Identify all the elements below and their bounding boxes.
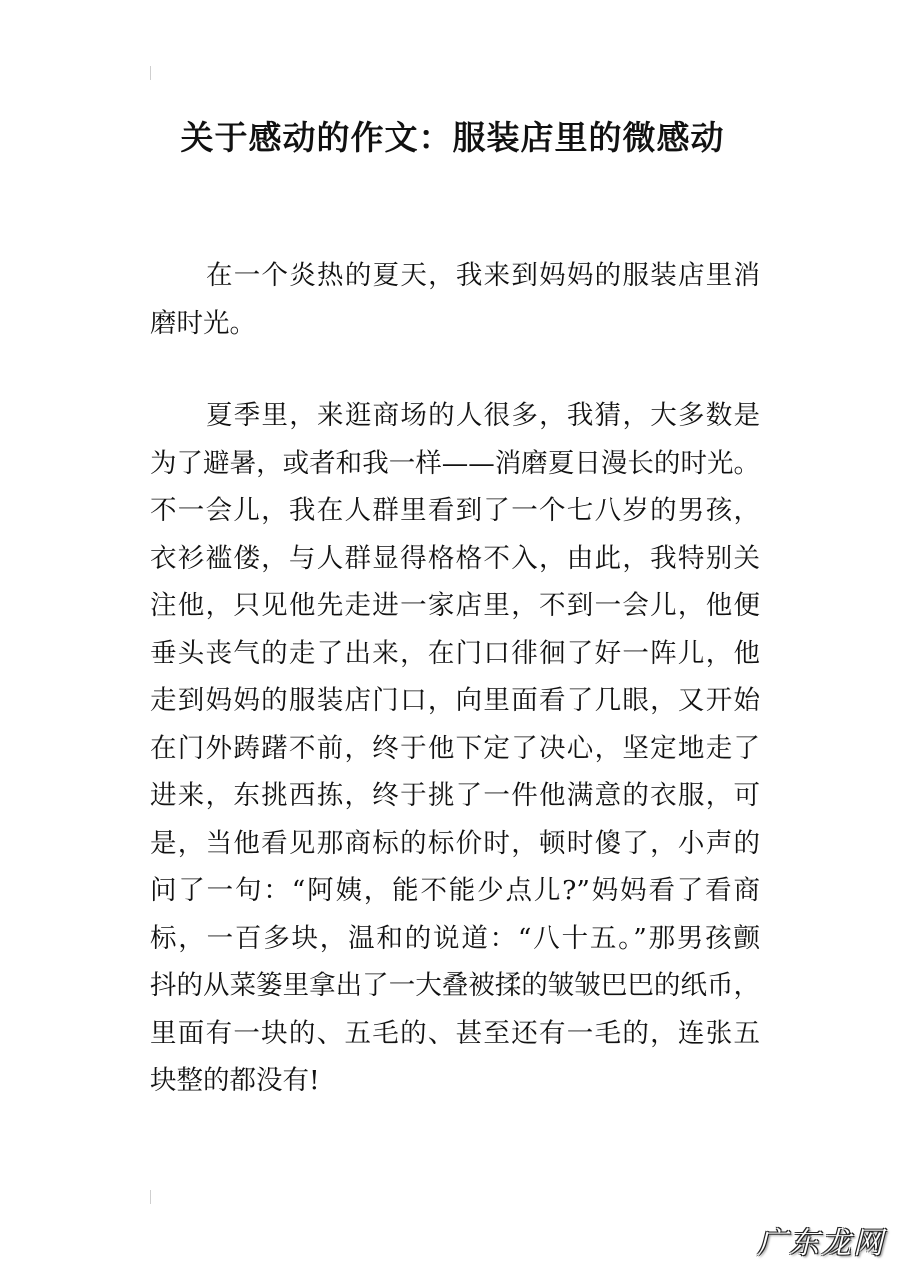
paragraph-line: 夏季里，来逛商场的人很多，我猜，大多数是 bbox=[206, 400, 760, 431]
paragraph-2 bbox=[150, 392, 760, 1105]
paragraph-line: 磨时光。 bbox=[150, 307, 256, 339]
paragraph-line: 不一会儿，我在人群里看到了一个七八岁的男孩， bbox=[150, 495, 760, 526]
document-title: 关于感动的作文：服装店里的微感动 bbox=[180, 118, 725, 157]
paragraph-line: 抖的从菜篓里拿出了一大叠被揉的皱皱巴巴的纸币， bbox=[150, 970, 760, 1001]
page-edge-mark-bottom bbox=[150, 1190, 151, 1204]
paragraph-line: 进来，东挑西拣，终于挑了一件他满意的衣服，可 bbox=[150, 780, 760, 811]
paragraph-line: 是，当他看见那商标的标价时，顿时傻了，小声的 bbox=[150, 827, 760, 859]
paragraph-line: 为了避暑，或者和我一样——消磨夏日漫长的时光。 bbox=[150, 447, 760, 479]
paragraph-line: 里面有一块的、五毛的、甚至还有一毛的，连张五 bbox=[150, 1017, 760, 1049]
paragraph-line: 在一个炎热的夏天，我来到妈妈的服装店里消 bbox=[206, 260, 760, 291]
site-watermark: 广东龙网 bbox=[757, 1226, 885, 1261]
paragraph-line: 注他，只见他先走进一家店里，不到一会儿，他便 bbox=[150, 590, 760, 621]
page-edge-mark-top bbox=[150, 66, 151, 80]
paragraph-1 bbox=[150, 252, 760, 347]
paragraph-line: 在门外踌躇不前，终于他下定了决心，坚定地走了 bbox=[150, 732, 760, 764]
paragraph-line: 走到妈妈的服装店门口，向里面看了几眼，又开始 bbox=[150, 685, 760, 716]
paragraph-line: 块整的都没有! bbox=[150, 1065, 320, 1096]
paragraph-line: 标，一百多块，温和的说道：“八十五。”那男孩颤 bbox=[150, 922, 760, 954]
paragraph-line: 问了一句：“阿姨，能不能少点儿?”妈妈看了看商 bbox=[150, 875, 760, 906]
paragraph-line: 垂头丧气的走了出来，在门口徘徊了好一阵儿，他 bbox=[150, 637, 760, 669]
paragraph-line: 衣衫褴偻，与人群显得格格不入，由此，我特别关 bbox=[150, 542, 760, 574]
